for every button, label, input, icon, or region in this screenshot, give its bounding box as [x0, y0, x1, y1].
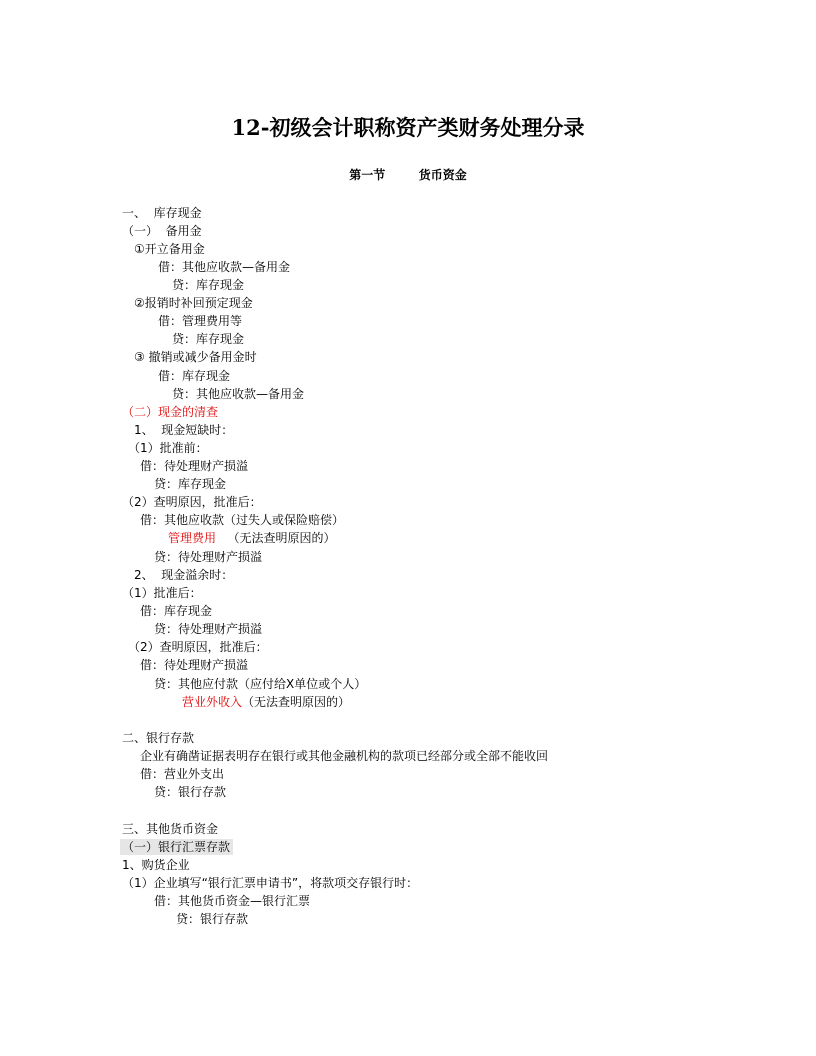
debit-line-mgmt-expense	[168, 530, 335, 546]
subheading-bank-draft: （一）银行汇票存款	[120, 839, 233, 855]
text-line: 企业有确凿证据表明存在银行或其他金融机构的款项已经部分或全部不能收回	[140, 749, 549, 763]
credit-line: 贷：其他应收款—备用金	[172, 387, 305, 401]
credit-line: 贷：待处理财产损溢	[154, 622, 263, 636]
credit-line: 贷：其他应付款（应付给X单位或个人）	[154, 677, 367, 691]
debit-line: 借：待处理财产损溢	[140, 658, 249, 672]
text-line: 1、购货企业	[122, 858, 190, 872]
credit-line-other-income	[182, 694, 350, 710]
debit-line: 借：其他应收款—备用金	[158, 260, 291, 274]
text-line: ②报销时补回预定现金	[134, 296, 253, 310]
credit-line: 贷：库存现金	[172, 278, 245, 292]
text-line: ①开立备用金	[134, 242, 205, 256]
debit-line: 借：库存现金	[140, 604, 213, 618]
document-title: 12-初级会计职称资产类财务处理分录	[231, 115, 585, 140]
credit-line: 贷：待处理财产损溢	[154, 550, 263, 564]
debit-line: 借：管理费用等	[158, 314, 243, 328]
red-account-name: 营业外收入	[182, 695, 243, 709]
credit-line: 贷：库存现金	[154, 477, 227, 491]
debit-line: 借：其他货币资金—银行汇票	[154, 894, 311, 908]
heading-cash-on-hand: 一、 库存现金	[122, 206, 202, 220]
text-line: （2）查明原因，批准后：	[128, 640, 268, 654]
red-account-name: 管理费用	[168, 531, 217, 545]
debit-line: 借：营业外支出	[140, 767, 225, 781]
subheading-cash-check: （二）现金的清查	[122, 405, 219, 419]
debit-line: 借：待处理财产损溢	[140, 459, 249, 473]
text-line: （1）批准前：	[128, 441, 208, 455]
note-text: （无法查明原因的）	[242, 695, 351, 709]
credit-line: 贷：库存现金	[172, 332, 245, 346]
text-line: ③ 撤销或减少备用金时	[134, 350, 257, 364]
section-header: 第一节 货币资金	[349, 168, 467, 182]
subheading-petty-cash: （一） 备用金	[122, 224, 202, 238]
note-text: （无法查明原因的）	[216, 531, 336, 545]
text-line: （2）查明原因，批准后：	[122, 495, 262, 509]
text-line: 2、 现金溢余时：	[134, 568, 234, 582]
text-line: （1）批准后：	[122, 586, 202, 600]
heading-other-monetary-funds: 三、其他货币资金	[122, 822, 219, 836]
credit-line: 贷：银行存款	[154, 785, 227, 799]
credit-line: 贷：银行存款	[176, 912, 249, 926]
debit-line: 借：库存现金	[158, 369, 231, 383]
text-line: （1）企业填写“银行汇票申请书”，将款项交存银行时：	[122, 876, 419, 890]
debit-line: 借：其他应收款（过失人或保险赔偿）	[140, 513, 345, 527]
text-line: 1、 现金短缺时：	[134, 423, 234, 437]
heading-bank-deposit: 二、银行存款	[122, 731, 195, 745]
